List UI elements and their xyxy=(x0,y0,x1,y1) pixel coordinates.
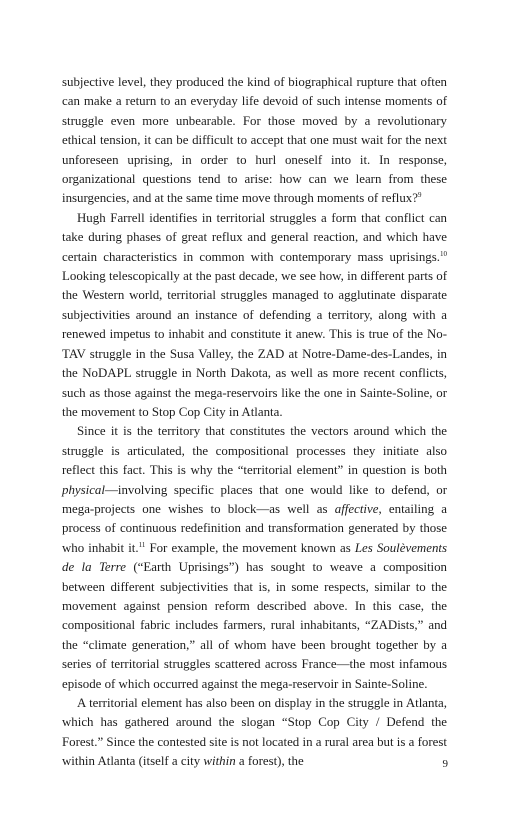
footnote-reference: 10 xyxy=(440,249,447,258)
paragraph-continued xyxy=(62,73,447,209)
emphasis-text: affective xyxy=(334,501,379,516)
body-text xyxy=(62,73,447,772)
page-number: 9 xyxy=(442,758,448,770)
paragraph-text: For example, the movement known as xyxy=(145,540,351,555)
paragraph-text: , entailing a process of continuous redefinition and transformation generated by those who inhabit it. xyxy=(62,501,448,555)
footnote-reference: 11 xyxy=(138,540,146,549)
paragraph-text: Looking telescopically at the past decade, we see how, in different parts of the Western world, territorial struggles managed to agglutinate disparate subjectivities around an instance of defending a territory, along with a renewed impetus to inhabit and constitute it anew. This is true of the No-TAV struggle in the Susa Valley, the ZAD at Notre-Dame-des-Landes, in the NoDAPL struggle in North Dakota, as well as more recent conflicts, such as those against the mega-reservoirs like the one in Sainte-Soline, or the movement to Stop Cop City in Atlanta. xyxy=(62,269,447,419)
footnote-reference: 9 xyxy=(417,191,422,200)
paragraph-text: (“Earth Uprisings”) has sought to weave a composition between different subjectivities that is, in some respects, similar to the movement against pension reform described above. In this case, the compositional fabric includes farmers, rural inhabitants, “ZADists,” and the “climate generation,” all of whom have been brought together by a series of territorial struggles scattered across France—the most infamous episode of which occurred against the mega-reservoir in Sainte-Soline. xyxy=(62,560,448,691)
emphasis-text: Les Soulèvements de la Terre xyxy=(62,540,447,575)
paragraph-text: A territorial element has also been on display in the struggle in Atlanta, which has gathered around the slogan “Stop Cop City / Defend the Forest.” Since the contested site is not located in a rural area but is a forest within Atlanta (itself a city xyxy=(62,696,447,769)
paragraph-territory xyxy=(62,422,447,694)
emphasis-text: physical xyxy=(62,482,105,497)
paragraph-atlanta xyxy=(62,694,447,772)
paragraph-farrell xyxy=(62,209,447,422)
paragraph-text: a forest), the xyxy=(238,754,304,769)
paragraph-text: —involving specific places that one would like to defend, or mega-projects one wishes to block—as well as xyxy=(62,482,447,516)
paragraph-text: Since it is the territory that constitutes the vectors around which the struggle is articulated, the compositional processes they initiate also reflect this fact. This is why the “territorial element” in question is both xyxy=(62,424,447,478)
paragraph-text: Hugh Farrell identifies in territorial struggles a form that conflict can take during phases of great reflux and general reaction, and which have certain characteristics in common with contemporary mass uprisings. xyxy=(62,210,447,264)
paragraph-text: subjective level, they produced the kind of biographical rupture that often can make a return to an everyday life devoid of such intense moments of struggle even more unbearable. For those moved by a revolutionary ethical tension, it can be difficult to accept that one must wait for the next unforeseen uprising, in order to hurl oneself into it. In response, organizational questions tend to arise: how can we learn from these insurgencies, and at the same time move through moments of reflux? xyxy=(62,75,447,206)
emphasis-text: within xyxy=(203,754,236,769)
